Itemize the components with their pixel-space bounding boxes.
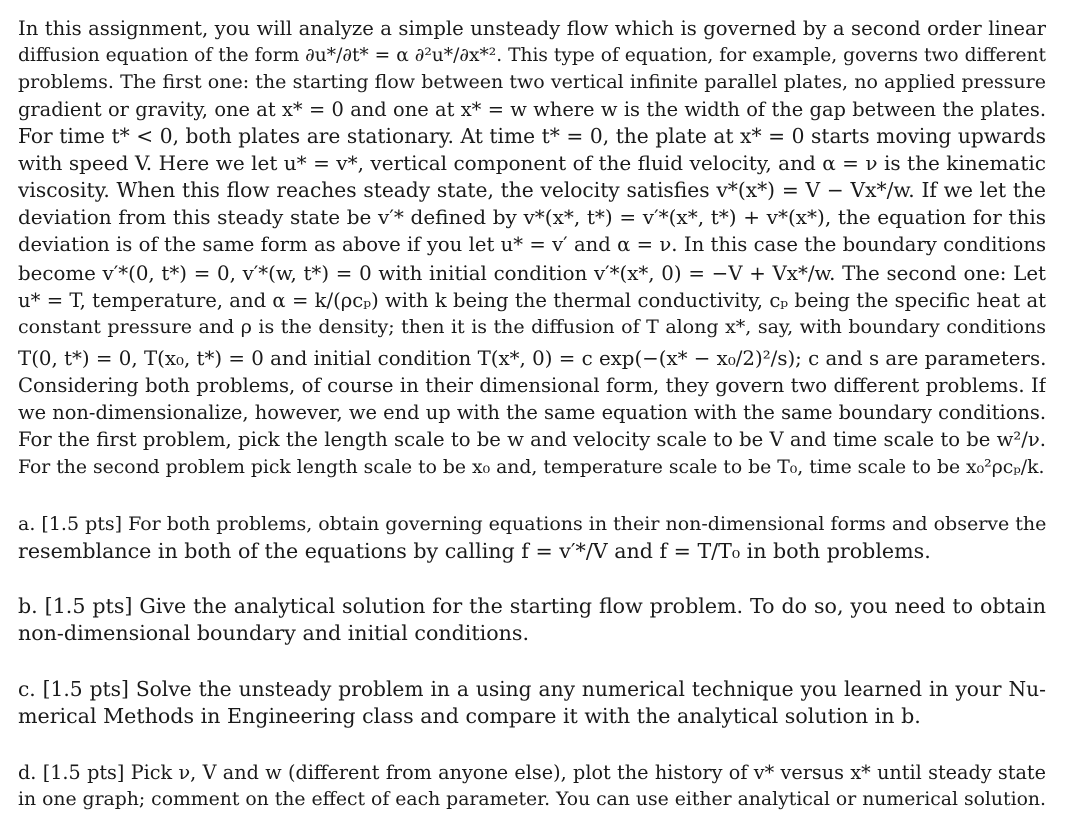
intro-line: T(0, t*) = 0, T(x₀, t*) = 0 and initial condition T(x*, 0) = c exp(−(x* − x₀/2)²/s); c and s are parameters. xyxy=(18,347,1046,370)
intro-line: deviation is of the same form as above if you let u* = v′ and α = ν. In this case the boundary conditions xyxy=(18,233,1046,256)
intro-line: In this assignment, you will analyze a simple unsteady flow which is governed by a second order linear xyxy=(18,17,1046,40)
intro-line: deviation from this steady state be v′* defined by v*(x*, t*) = v′*(x*, t*) + v*(x*), the equation for this xyxy=(18,205,1046,229)
part-b-line: non-dimensional boundary and initial conditions. xyxy=(18,621,530,645)
intro-line: we non-dimensionalize, however, we end up with the same equation with the same boundary conditions. xyxy=(18,401,1046,424)
intro-line: become v′*(0, t*) = 0, v′*(w, t*) = 0 with initial condition v′*(x*, 0) = −V + Vx*/w. The second one: Let xyxy=(18,262,1046,285)
intro-line: diffusion equation of the form ∂u*/∂t* = α ∂²u*/∂x*². This type of equation, for example, governs two different xyxy=(18,45,1046,66)
intro-line: gradient or gravity, one at x* = 0 and one at x* = w where w is the width of the gap between the plates. xyxy=(18,98,1046,121)
intro-line: For the second problem pick length scale to be x₀ and, temperature scale to be T₀, time scale to be x₀²ρcₚ/k. xyxy=(18,457,1045,478)
part-c-line: merical Methods in Engineering class and compare it with the analytical solution in b. xyxy=(18,704,921,728)
intro-line: constant pressure and ρ is the density; then it is the diffusion of T along x*, say, with boundary conditions xyxy=(18,316,1046,338)
intro-line: viscosity. When this flow reaches steady state, the velocity satisfies v*(x*) = V − Vx*/w. If we let the xyxy=(18,178,1046,202)
intro-line: u* = T, temperature, and α = k/(ρcₚ) with k being the thermal conductivity, cₚ being the specific heat at xyxy=(18,289,1046,312)
part-d-line: in one graph; comment on the effect of each parameter. You can use either analytical or numerical solution. xyxy=(18,789,1046,810)
intro-line: problems. The first one: the starting flow between two vertical infinite parallel plates, no applied pressure xyxy=(18,71,1046,93)
part-b-line: b. [1.5 pts] Give the analytical solution for the starting flow problem. To do so, you need to obtain xyxy=(18,594,1046,618)
part-d-line: d. [1.5 pts] Pick ν, V and w (different from anyone else), plot the history of v* versus x* until steady state xyxy=(18,761,1046,784)
part-a-line: resemblance in both of the equations by calling f = v′*/V and f = T/T₀ in both problems. xyxy=(18,539,931,563)
intro-line: For time t* < 0, both plates are stationary. At time t* = 0, the plate at x* = 0 starts moving upwards xyxy=(18,124,1046,148)
part-a-line: a. [1.5 pts] For both problems, obtain governing equations in their non-dimensional forms and observe the xyxy=(18,513,1046,535)
intro-line: Considering both problems, of course in their dimensional form, they govern two different problems. If xyxy=(18,374,1046,397)
intro-line: with speed V. Here we let u* = v*, vertical component of the fluid velocity, and α = ν is the kinematic xyxy=(18,151,1046,175)
part-c-line: c. [1.5 pts] Solve the unsteady problem in a using any numerical technique you learned in your Nu- xyxy=(18,677,1046,701)
intro-line: For the first problem, pick the length scale to be w and velocity scale to be V and time scale to be w²/ν. xyxy=(18,428,1046,451)
